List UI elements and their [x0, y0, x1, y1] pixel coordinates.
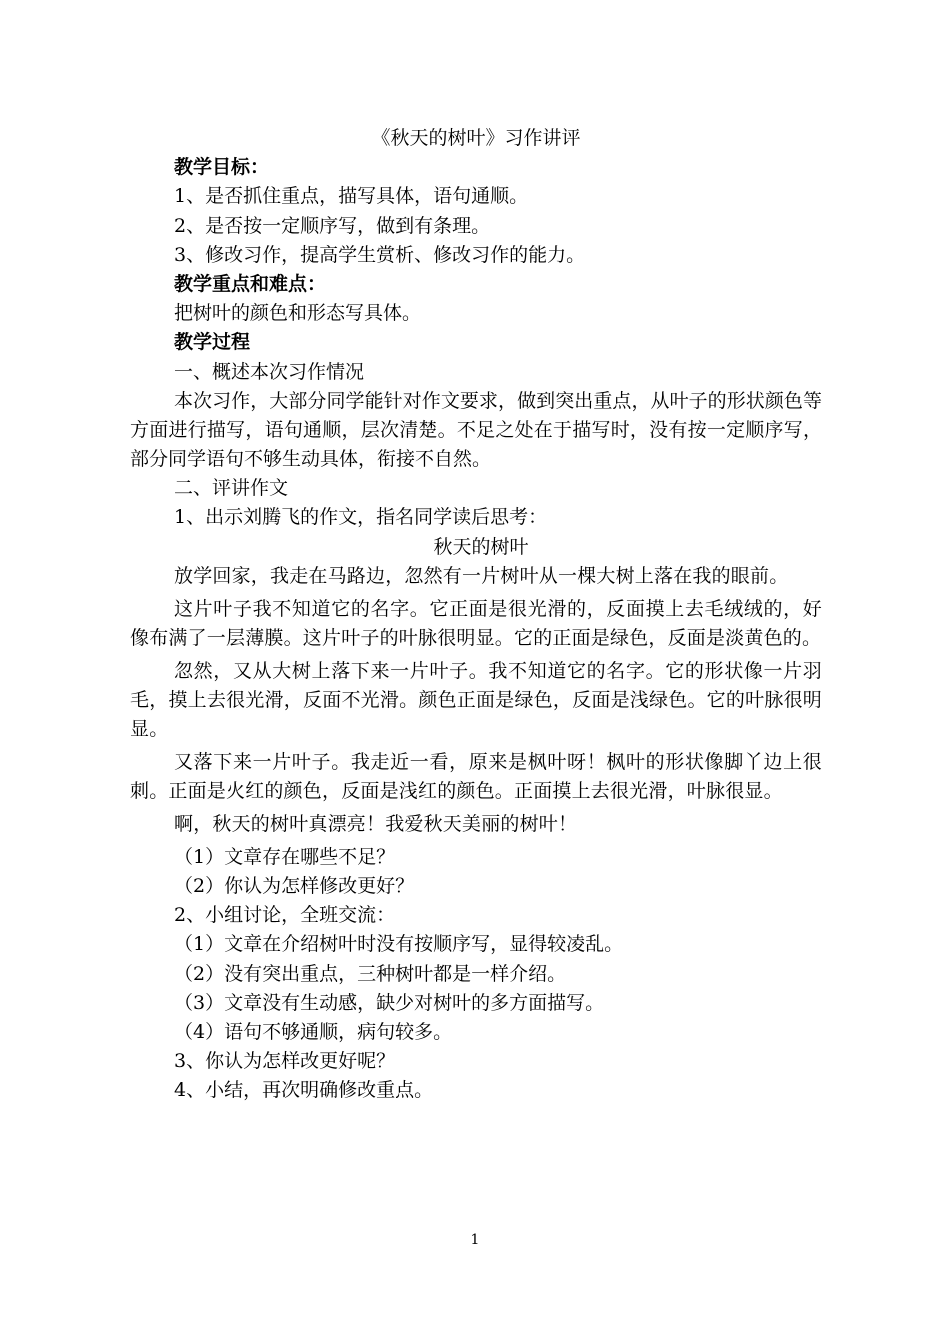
step-item: 1、出示刘腾飞的作文，指名同学读后思考： [174, 506, 548, 529]
step-item: 2、小组讨论，全班交流： [174, 904, 396, 927]
discussion-item: （4）语句不够通顺，病句较多。 [174, 1020, 453, 1043]
discussion-item: （1）文章在介绍树叶时没有按顺序写，显得较凌乱。 [174, 933, 624, 956]
essay-paragraph: 啊，秋天的树叶真漂亮！我爱秋天美丽的树叶！ [174, 812, 578, 835]
essay-paragraph: 又落下来一片叶子。我走近一看，原来是枫叶呀！枫叶的形状像脚丫边上很刺。正面是火红的颜色，反面是浅红的颜色。正面摸上去很光滑，叶脉很显。 [130, 750, 822, 802]
section-summary-paragraph: 本次习作，大部分同学能针对作文要求，做到突出重点，从叶子的形状颜色等方面进行描写，语句通顺，层次清楚。不足之处在于描写时，没有按一定顺序写，部分同学语句不够生动具体，衔接不自然。 [130, 389, 822, 471]
discussion-item: （3）文章没有生动感，缺少对树叶的多方面描写。 [174, 991, 605, 1014]
goal-item: 2、是否按一定顺序写，做到有条理。 [174, 214, 491, 237]
document-title: 《秋天的树叶》习作讲评 [371, 127, 581, 149]
process-heading: 教学过程 [174, 331, 251, 354]
key-points-heading: 教学重点和难点： [174, 272, 327, 295]
step-item: 4、小结，再次明确修改重点。 [174, 1079, 434, 1102]
essay-paragraph: 放学回家，我走在马路边，忽然有一片树叶从一棵大树上落在我的眼前。 [174, 564, 789, 587]
essay-title: 秋天的树叶 [433, 535, 529, 558]
goals-heading: 教学目标： [174, 156, 270, 179]
goal-item: 1、是否抓住重点，描写具体，语句通顺。 [174, 185, 529, 208]
page-number: 1 [470, 1232, 480, 1248]
question-item: （1）文章存在哪些不足？ [174, 845, 396, 868]
question-item: （2）你认为怎样修改更好？ [174, 875, 415, 898]
section-heading: 一、概述本次习作情况 [174, 360, 365, 383]
goal-item: 3、修改习作，提高学生赏析、修改习作的能力。 [174, 243, 586, 266]
step-item: 3、你认为怎样改更好呢？ [174, 1050, 396, 1073]
essay-paragraph: 忽然，又从大树上落下来一片叶子。我不知道它的名字。它的形状像一片羽毛，摸上去很光滑，反面不光滑。颜色正面是绿色，反面是浅绿色。它的叶脉很明显。 [130, 659, 822, 740]
document-content [130, 124, 822, 1106]
section-heading: 二、评讲作文 [174, 477, 289, 500]
key-points-text: 把树叶的颜色和形态写具体。 [174, 302, 422, 325]
essay-paragraph: 这片叶子我不知道它的名字。它正面是很光滑的，反面摸上去毛绒绒的，好像布满了一层薄膜。这片叶子的叶脉很明显。它的正面是绿色，反面是淡黄色的。 [130, 597, 822, 649]
discussion-item: （2）没有突出重点，三种树叶都是一样介绍。 [174, 962, 567, 985]
